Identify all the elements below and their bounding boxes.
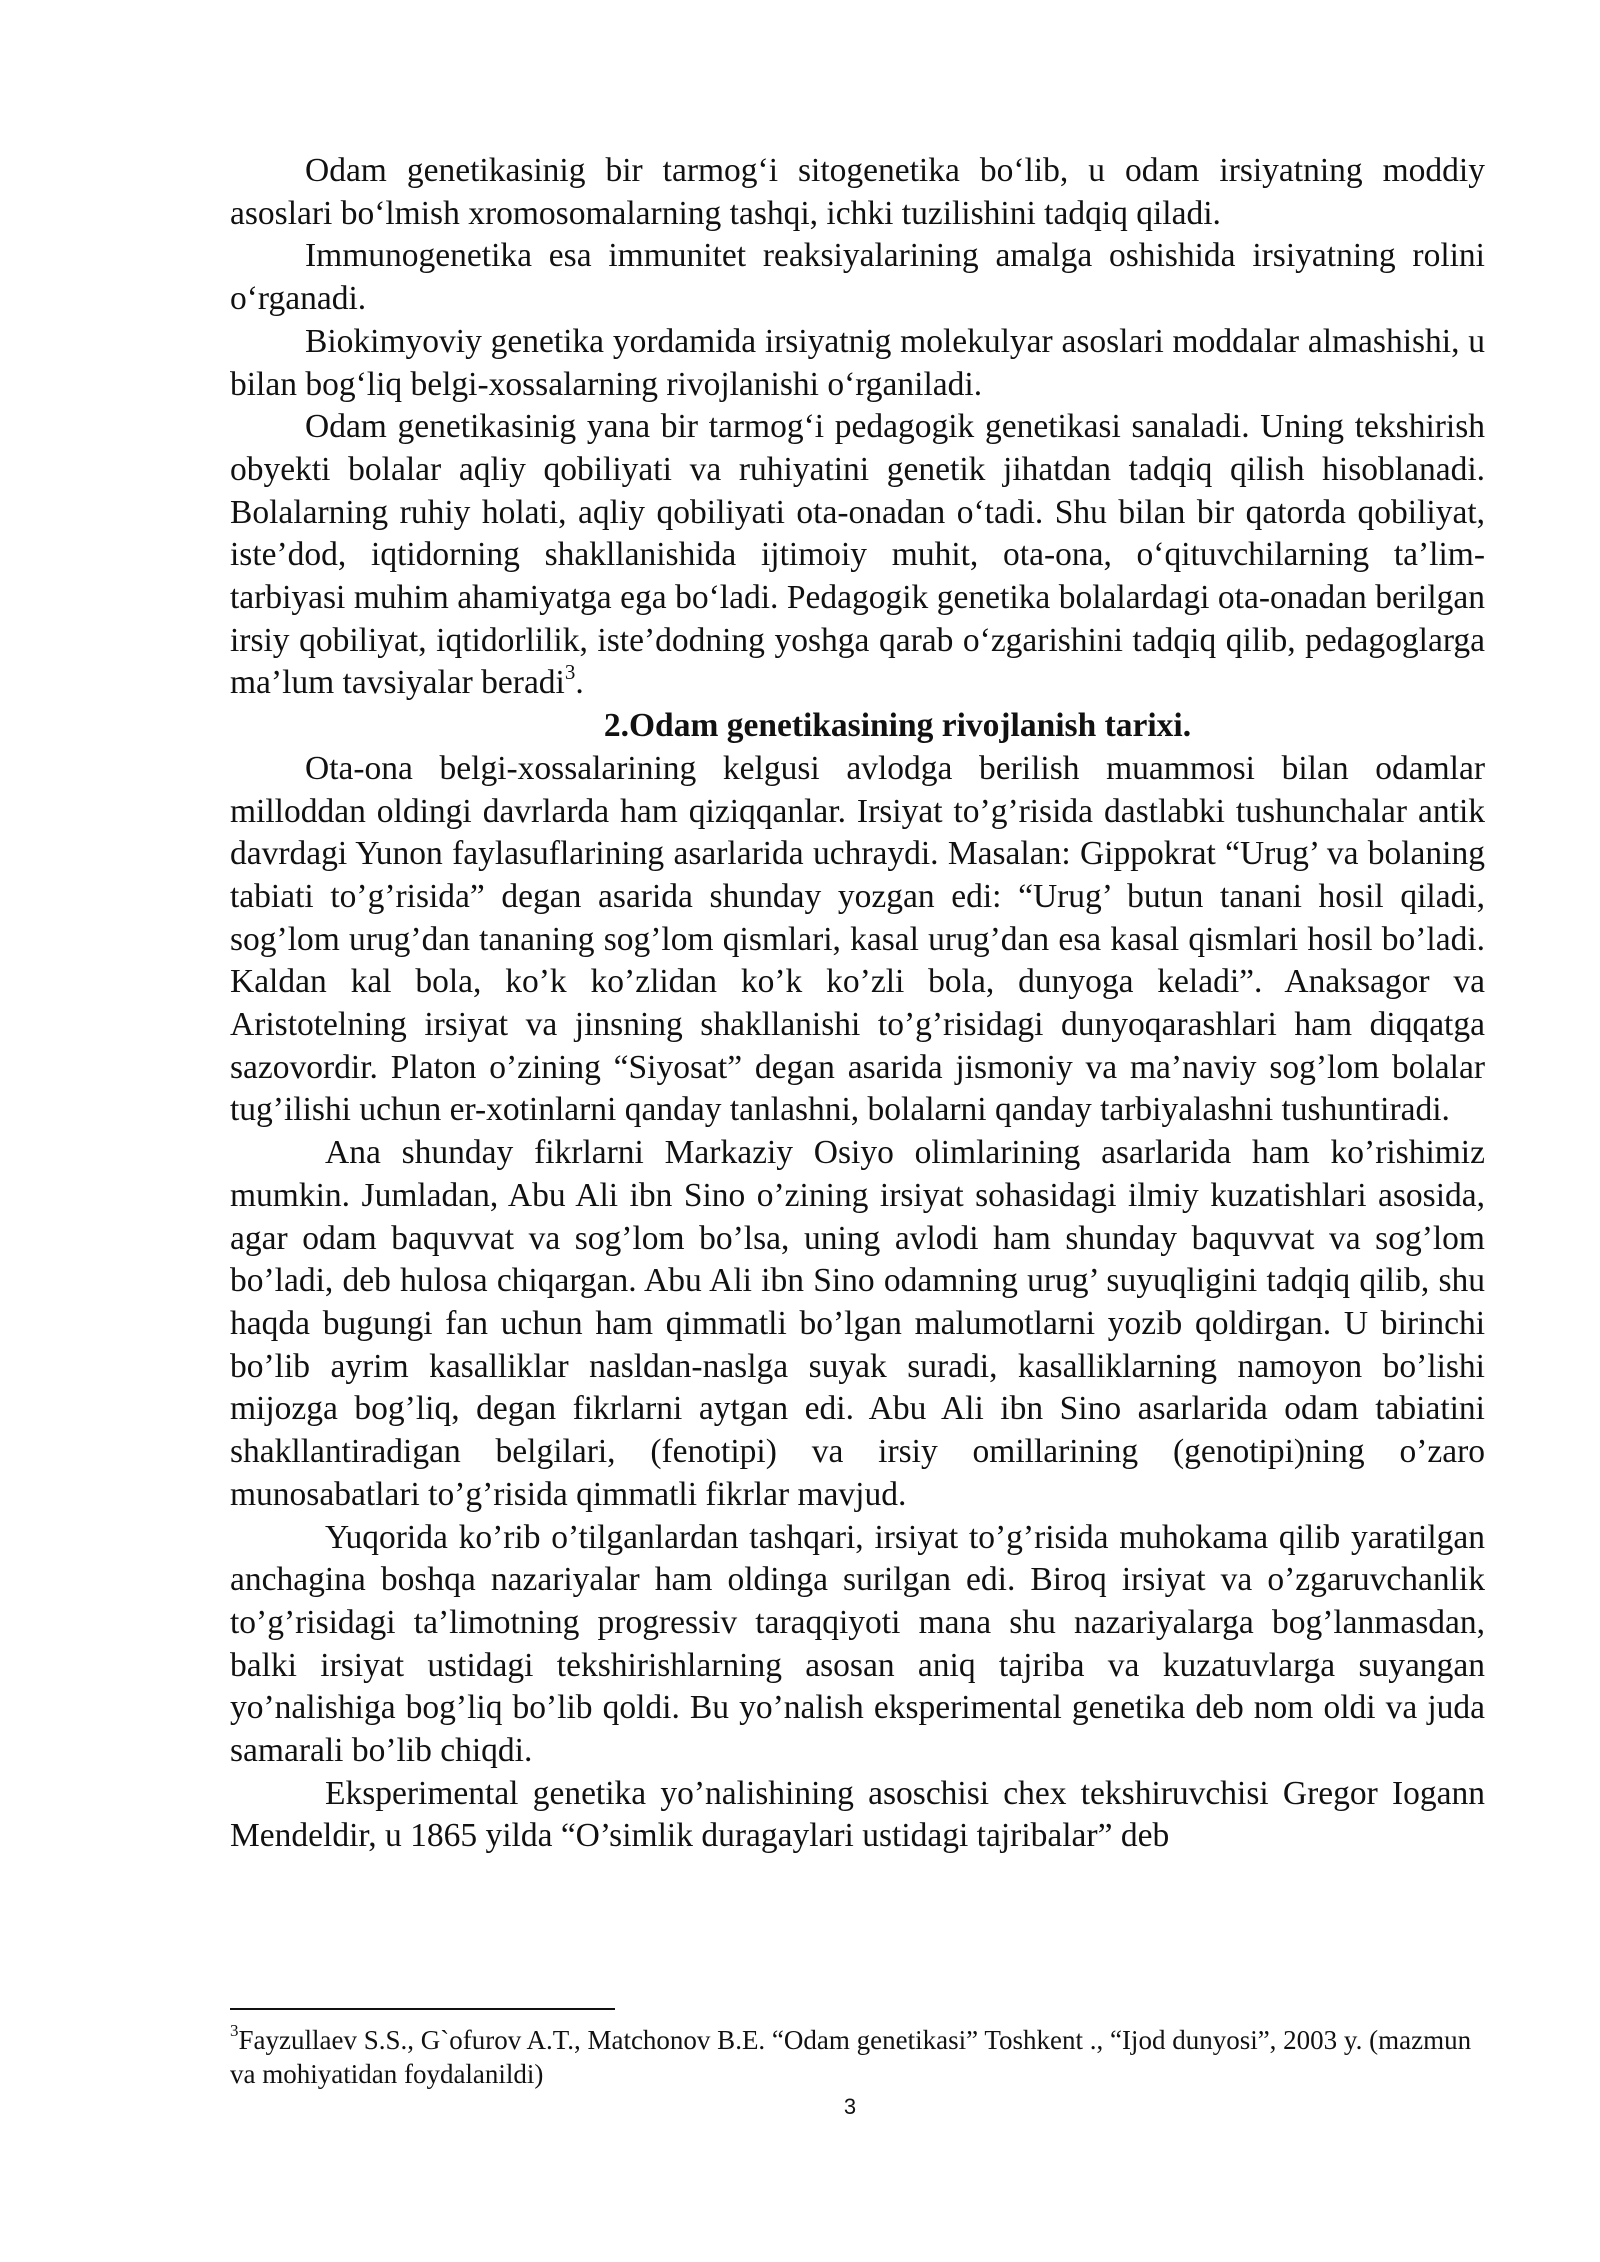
footnote xyxy=(230,2023,1490,2091)
footnote-marker: 3 xyxy=(230,2021,239,2040)
footnote-text: Fayzullaev S.S., G`ofurov A.T., Matchonov B.E. “Odam genetikasi” Toshkent ., “Ijod dunyosi”, 2003 y. (mazmun va mohiyatidan foydalanildi) xyxy=(230,2025,1472,2089)
paragraph-biochemical-genetics: Biokimyoviy genetika yordamida irsiyatnig molekulyar asoslari moddalar almashishi, u bilan bog‘liq belgi-xossalarning rivojlanishi o‘rganiladi. xyxy=(230,322,1485,403)
paragraph-pedagogical-genetics-text: Odam genetikasinig yana bir tarmog‘i pedagogik genetikasi sanaladi. Uning tekshirish obyekti bolalar aqliy qobiliyati va ruhiyatini genetik jihatdan tadqiq qilish hisoblanadi. Bolalarning ruhiy holati, aqliy qobiliyati ota-onadan o‘tadi. Shu bilan bir qatorda qobiliyat, iste’dod, iqtidorning shakllanishida ijtimoiy muhit, ota-ona, o‘qituvchilarning ta’lim-tarbiyasi muhim ahamiyatga ega bo‘ladi. Pedagogik genetika bolalardagi ota-onadan berilgan irsiy qobiliyat, iqtidorlilik, iste’dodning yoshga qarab o‘zgarishini tadqiq qilib, pedagoglarga ma’lum tavsiyalar beradi xyxy=(230,408,1485,702)
section-heading: 2.Odam genetikasining rivojlanish tarixi. xyxy=(603,707,1192,745)
paragraph-mendel: Eksperimental genetika yo’nalishining asoschisi chex tekshiruvchisi Gregor Iogann Mendeldir, u 1865 yilda “O’simlik duragaylari ustidagi tajribalar” deb xyxy=(230,1774,1485,1855)
paragraph-history-antiquity: Ota-ona belgi-xossalarining kelgusi avlodga berilish muammosi bilan odamlar milloddan oldingi davrlarda ham qiziqqanlar. Irsiyat to’g’risida dastlabki tushunchalar antik davrdagi Yunon faylasuflarining asarlarida uchraydi. Masalan: Gippokrat “Urug’ va bolaning tabiati to’g’risida” degan asarida shunday yozgan edi: “Urug’ butun tanani hosil qiladi, sog’lom urug’dan tananing sog’lom qismlari, kasal urug’dan esa kasal qismlari hosil bo’ladi. Kaldan kal bola, ko’k ko’zlidan ko’k ko’zli bola, dunyoga keladi”. Anaksagor va Aristotelning irsiyat va jinsning shakllanishi to’g’risidagi dunyoqarashlari ham diqqatga sazovordir. Platon o’zining “Siyosat” degan asarida jismoniy va ma’naviy sog’lom bolalar tug’ilishi uchun er-xotinlarni qanday tanlashni, bolalarni qanday tarbiyalashni tushuntiradi. xyxy=(230,749,1485,1129)
page-number: 3 xyxy=(843,2094,857,2119)
paragraph-immunogenetics: Immunogenetika esa immunitet reaksiyalarining amalga oshishida irsiyatning rolini o‘rganadi. xyxy=(230,237,1485,318)
paragraph-central-asia: Ana shunday fikrlarni Markaziy Osiyo olimlarining asarlarida ham ko’rishimiz mumkin. Jumladan, Abu Ali ibn Sino o’zining irsiyat sohasidagi ilmiy kuzatishlari asosida, agar odam baquvvat va sog’lom bo’lsa, uning avlodi ham shunday baquvvat va sog’lom bo’ladi, deb hulosa chiqargan. Abu Ali ibn Sino odamning urug’ suyuqligini tadqiq qilib, shu haqda bugungi fan uchun ham qimmatli bo’lgan malumotlarni yozib qoldirgan. U birinchi bo’lib ayrim kasalliklar nasldan-naslga suyak suradi, kasalliklarning namoyon bo’lishi mijozga bog’liq, degan fikrlarni aytgan edi. Abu Ali ibn Sino asarlarida odam tabiatini shakllantiradigan belgilari, (fenotipi) va irsiy omillarining (genotipi)ning o’zaro munosabatlari to’g’risida qimmatli fikrlar mavjud. xyxy=(230,1134,1485,1513)
paragraph-end-period: . xyxy=(575,664,584,702)
footnote-separator xyxy=(230,2008,615,2010)
paragraph-cytogenetics: Odam genetikasinig bir tarmog‘i sitogenetika bo‘lib, u odam irsiyatning moddiy asoslari bo‘lmish xromosomalarning tashqi, ichki tuzilishini tadqiq qiladi. xyxy=(230,152,1485,232)
paragraph-experimental-genetics: Yuqorida ko’rib o’tilganlardan tashqari, irsiyat to’g’risida muhokama qilib yaratilgan anchagina boshqa nazariyalar ham oldinga surilgan edi. Biroq irsiyat va o’zgaruvchanlik to’g’risidagi ta’limotning progressiv taraqqiyoti mana shu nazariyalarga bog’lanmasdan, balki irsiyat ustidagi tekshirishlarning asosan aniq tajriba va kuzatuvlarga suyangan yo’nalishiga bog’liq bo’lib qoldi. Bu yo’nalish eksperimental genetika deb nom oldi va juda samarali bo’lib chiqdi. xyxy=(230,1518,1485,1770)
page-body xyxy=(230,150,1485,1858)
paragraph-pedagogical-genetics xyxy=(230,406,1485,705)
footnote-reference[interactable]: 3 xyxy=(564,660,576,685)
